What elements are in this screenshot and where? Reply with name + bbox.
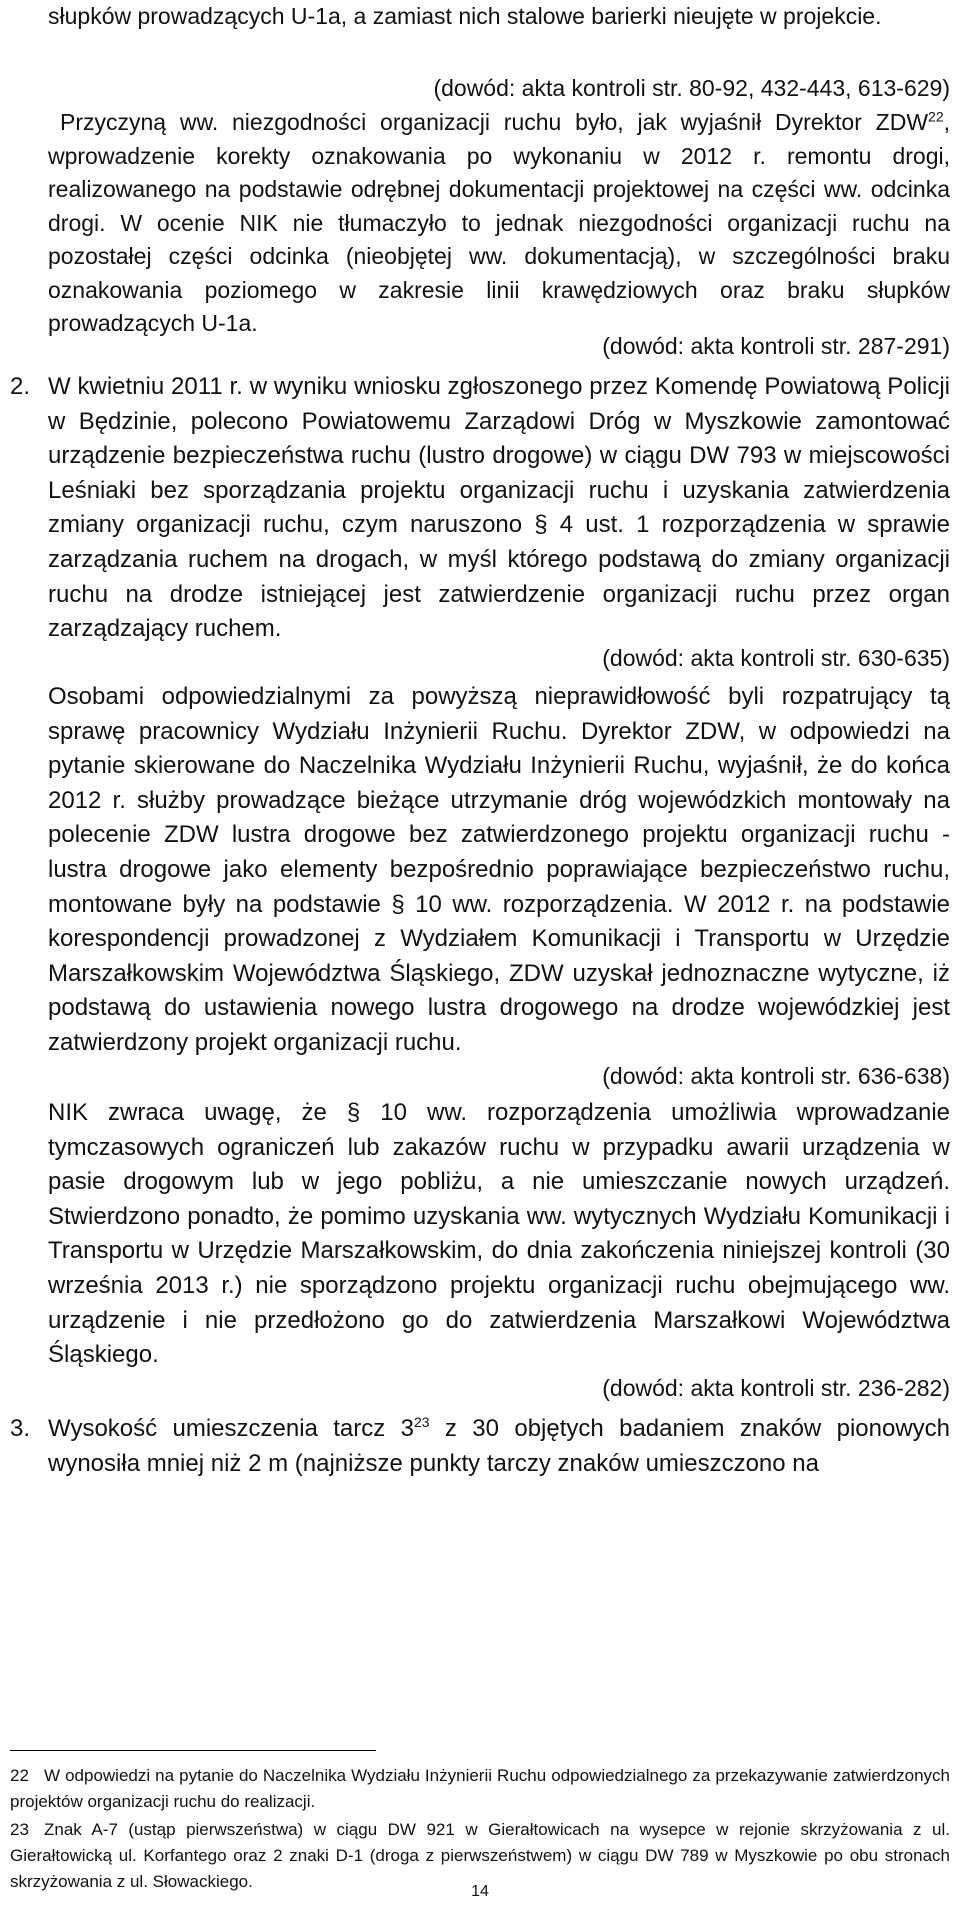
paragraph-nik-remark: NIK zwraca uwagę, że § 10 ww. rozporządzenia umożliwia wprowadzanie tymczasowych ograniczeń lub zakazów ruchu w przypadku awarii urządzenia w pasie drogowym lub w jego pobliżu, a nie umieszczanie nowych urządzeń. Stwierdzono ponadto, że pomimo uzyskania ww. wytycznych Wydziału Komunikacji i Transportu w Urzędzie Marszałkowskim, do dnia zakończenia niniejszej kontroli (30 września 2013 r.) nie sporządzono projektu organizacji ruchu obejmującego ww. urządzenie i nie przedłożono go do zatwierdzenia Marszałkowi Województwa Śląskiego. (48, 1099, 950, 1369)
list-item-3-text-a: Wysokość umieszczenia tarcz 3 (48, 1415, 414, 1442)
paragraph-cause-text-b: , wprowadzenie korekty oznakowania po wykonaniu w 2012 r. remontu drogi, realizowanego na podstawie odrębnej dokumentacji projektowej na części ww. odcinka drogi. W ocenie NIK nie tłumaczyło to jednak niezgodności organizacji ruchu na pozostałej części odcinka (nieobjętej ww. dokumentacją), w szczególności braku oznakowania poziomego w zakresie linii krawędziowych oraz braku słupków prowadzących U-1a. (48, 109, 950, 336)
paragraph-continuation: słupków prowadzących U-1a, a zamiast nich stalowe barierki nieujęte w projekcie. (48, 3, 882, 29)
evidence-citation: (dowód: akta kontroli str. 636-638) (602, 1063, 950, 1089)
list-item-3-text-b: z 30 objętych badaniem znaków pionowych wynosiła mniej niż 2 m (najniższe punkty tarczy znaków umieszczono na (48, 1415, 951, 1477)
evidence-citation: (dowód: akta kontroli str. 236-282) (602, 1375, 950, 1401)
evidence-citation: (dowód: akta kontroli str. 80-92, 432-443, 613-629) (433, 75, 950, 101)
evidence-citation: (dowód: akta kontroli str. 630-635) (602, 645, 950, 671)
footnote-23: Znak A-7 (ustąp pierwszeństwa) w ciągu DW 921 w Gierałtowicach na wysepce w rejonie skrzyżowania z ul. Gierałtowicką ul. Korfantego oraz 2 znaki D-1 (droga z pierwszeństwem) w ciągu DW 789 w Myszkowie po obu stronach skrzyżowania z ul. Słowackiego. (10, 1820, 950, 1891)
list-item-2-text: W kwietniu 2011 r. w wyniku wniosku zgłoszonego przez Komendę Powiatową Policji w Będzinie, polecono Powiatowemu Zarządowi Dróg w Myszkowie zamontować urządzenie bezpieczeństwa ruchu (lustro drogowe) w ciągu DW 793 w miejscowości Leśniaki bez sporządzania projektu organizacji ruchu i uzyskania zatwierdzenia zmiany organizacji ruchu, czym naruszono § 4 ust. 1 rozporządzenia w sprawie zarządzania ruchem na drogach, w myśl którego podstawą do zmiany organizacji ruchu na drodze istniejącej jest zatwierdzenie organizacji ruchu przez organ zarządzający ruchem. (48, 373, 950, 643)
footnote-ref-23[interactable]: 23 (413, 1414, 430, 1430)
paragraph-cause-text-a: Przyczyną ww. niezgodności organizacji ruchu było, jak wyjaśnił Dyrektor ZDW (60, 109, 929, 135)
paragraph-cause (48, 106, 950, 341)
evidence-citation: (dowód: akta kontroli str. 287-291) (602, 333, 950, 359)
footnote-divider (10, 1750, 376, 1751)
footnote-22: W odpowiedzi na pytanie do Naczelnika Wydziału Inżynierii Ruchu odpowiedzialnego za przekazywanie zatwierdzonych projektów organizacji ruchu do realizacji. (10, 1766, 950, 1811)
page-number: 14 (471, 1883, 489, 1900)
list-number: 2. (10, 373, 31, 400)
list-number: 3. (10, 1415, 31, 1442)
footnote-number: 22 (10, 1766, 29, 1785)
footnote-ref-22[interactable]: 22 (928, 108, 944, 125)
paragraph-responsible: Osobami odpowiedzialnymi za powyższą nieprawidłowość byli rozpatrujący tą sprawę pracownicy Wydziału Inżynierii Ruchu. Dyrektor ZDW, w odpowiedzi na pytanie skierowane do Naczelnika Wydziału Inżynierii Ruchu, wyjaśnił, że do końca 2012 r. służby prowadzące bieżące utrzymanie dróg wojewódzkich montowały na polecenie ZDW lustra drogowe bez zatwierdzonego projektu organizacji ruchu - lustra drogowe jako elementy bezpośrednio poprawiające bezpieczeństwo ruchu, montowane były na podstawie § 10 ww. rozporządzenia. W 2012 r. na podstawie korespondencji prowadzonej z Wydziałem Komunikacji i Transportu w Urzędzie Marszałkowskim Województwa Śląskiego, ZDW uzyskał jednoznaczne wytyczne, iż podstawą do ustawienia nowego lustra drogowego na drodze wojewódzkiej jest zatwierdzony projekt organizacji ruchu. (48, 683, 950, 1056)
footnote-number: 23 (10, 1820, 29, 1839)
list-item-3-text (48, 1412, 950, 1481)
